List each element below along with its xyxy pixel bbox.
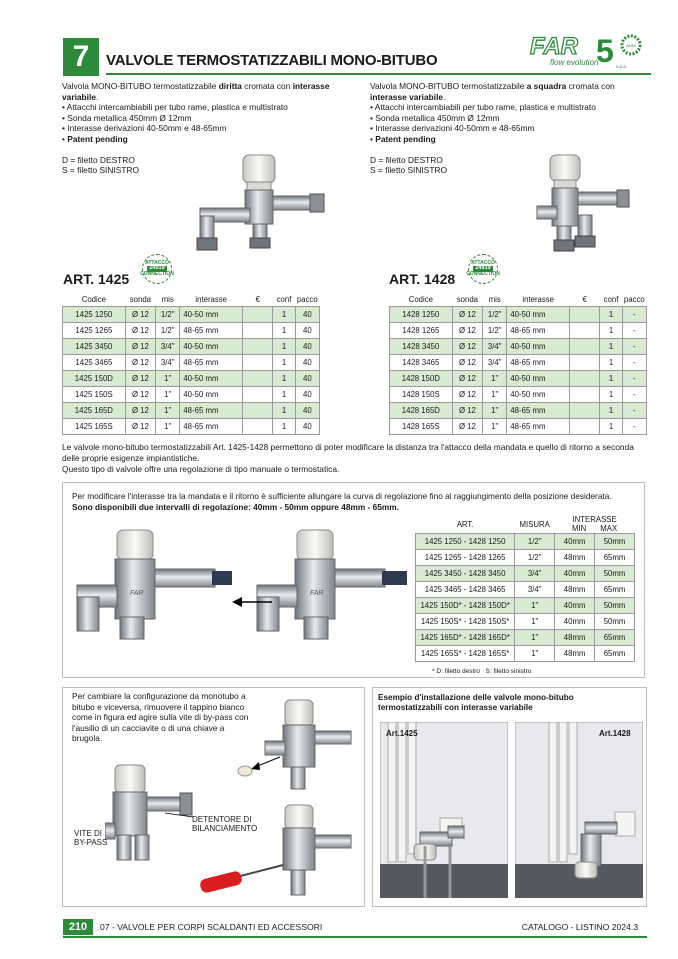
table-cell: 1425 165D	[63, 403, 126, 419]
table-cell	[243, 419, 273, 435]
table-cell: 1425 1250	[63, 307, 126, 323]
table-cell: 48-65 mm	[180, 355, 243, 371]
bullet: • Attacchi intercambiabili per tubo rame, plastica e multistrato	[62, 102, 352, 113]
table-cell: 1428 165S	[390, 419, 453, 435]
table-cell: 1	[273, 403, 295, 419]
table-row	[390, 419, 647, 435]
table-cell: -	[622, 371, 646, 387]
table-cell: 1	[600, 419, 622, 435]
table-cell: 50mm	[595, 534, 635, 550]
table-cell: 65mm	[595, 646, 635, 662]
table-cell: 1/2"	[156, 307, 180, 323]
connection-badge: ATTACCO 24x19 CONNECTION	[468, 254, 498, 284]
table-cell: Ø 12	[452, 387, 482, 403]
table-cell: 1425 150D	[63, 371, 126, 387]
table-row	[416, 614, 635, 630]
table-cell	[570, 371, 600, 387]
table-cell: 1425 150S	[63, 387, 126, 403]
table-cell: Ø 12	[452, 419, 482, 435]
table-cell: 40mm	[555, 614, 595, 630]
table-cell: 1	[273, 387, 295, 403]
s-note: S = filetto SINISTRO	[370, 165, 448, 176]
table-cell: 1425 1265 - 1428 1265	[416, 550, 515, 566]
table-row	[63, 323, 320, 339]
table-cell: 40-50 mm	[507, 371, 570, 387]
table-cell: 1	[600, 355, 622, 371]
table-cell: 1425 165S	[63, 419, 126, 435]
table-cell: 1425 150S* - 1428 150S*	[416, 614, 515, 630]
table-cell: 1"	[515, 598, 555, 614]
interasse-footnote: * D: filetto destro S: filetto sinistro	[432, 668, 532, 675]
table-cell: 3/4"	[156, 339, 180, 355]
table-cell: -	[622, 387, 646, 403]
table-header: Codice sonda mis interasse € conf pacco	[408, 295, 645, 304]
table-row	[63, 307, 320, 323]
table-cell: 1425 165S* - 1428 165S*	[416, 646, 515, 662]
table-cell: Ø 12	[452, 403, 482, 419]
table-cell: 40	[295, 387, 319, 403]
s-note: S = filetto SINISTRO	[62, 165, 140, 176]
install-image-1425	[380, 722, 508, 898]
install-label-1425: Art.1425	[386, 729, 418, 738]
table-header: Codice sonda mis interasse € conf pacco	[81, 295, 318, 304]
table-row	[63, 339, 320, 355]
table-cell: 48-65 mm	[507, 355, 570, 371]
table-cell: -	[622, 339, 646, 355]
connection-badge: ATTACCO 24x19 CONNECTION	[142, 254, 172, 284]
table-cell: 1/2"	[156, 323, 180, 339]
table-row	[63, 403, 320, 419]
install-image-1428	[515, 722, 643, 898]
table-cell: Ø 12	[125, 387, 155, 403]
table-cell: 1428 165D	[390, 403, 453, 419]
logo-tagline: flow evolution	[550, 58, 599, 67]
svg-text:FAR: FAR	[130, 590, 144, 597]
d-note: D = filetto DESTRO	[62, 154, 135, 165]
table-cell: 40mm	[555, 534, 595, 550]
table-cell: 3/4"	[483, 355, 507, 371]
valve-1428-image	[535, 150, 635, 255]
table-row	[390, 355, 647, 371]
table-cell: 65mm	[595, 582, 635, 598]
table-cell: 40	[295, 403, 319, 419]
table-cell: 1425 3465	[63, 355, 126, 371]
table-cell: 1/2"	[483, 323, 507, 339]
table-cell	[570, 307, 600, 323]
table-cell: 1	[600, 371, 622, 387]
valve-1425-image	[195, 150, 330, 255]
table-cell: 48-65 mm	[507, 419, 570, 435]
table-row	[390, 403, 647, 419]
table-cell: 1	[273, 323, 295, 339]
table-cell: 48mm	[555, 646, 595, 662]
table-cell: 40	[295, 355, 319, 371]
page-number: 210	[63, 919, 93, 935]
table-1428	[389, 293, 647, 435]
bullet: • Sonda metallica 450mm Ø 12mm	[370, 113, 650, 124]
table-cell	[570, 387, 600, 403]
table-cell: -	[622, 403, 646, 419]
table-cell	[243, 387, 273, 403]
table-cell: 40-50 mm	[180, 339, 243, 355]
table-cell	[570, 403, 600, 419]
title-rule	[106, 73, 651, 75]
bullet: • Sonda metallica 450mm Ø 12mm	[62, 113, 352, 124]
table-cell	[243, 339, 273, 355]
table-cell: 1"	[483, 403, 507, 419]
table-cell: Ø 12	[125, 419, 155, 435]
table-row	[390, 387, 647, 403]
table-row	[63, 419, 320, 435]
label-detentore: DETENTORE DI BILANCIAMENTO	[192, 815, 258, 833]
table-cell: 1	[600, 387, 622, 403]
table-cell: 1428 1265	[390, 323, 453, 339]
table-row	[390, 323, 647, 339]
table-cell: 1	[600, 339, 622, 355]
table-cell: 1	[273, 371, 295, 387]
table-cell: 1"	[515, 614, 555, 630]
table-cell: 40-50 mm	[507, 387, 570, 403]
table-cell: 1"	[156, 419, 180, 435]
table-cell: Ø 12	[452, 307, 482, 323]
table-row	[63, 371, 320, 387]
footer-section: 07 - VALVOLE PER CORPI SCALDANTI ED ACCESSORI	[100, 922, 323, 932]
table-cell: 50mm	[595, 566, 635, 582]
footer-rule	[63, 936, 647, 938]
bullet: • Interasse derivazioni 40-50mm e 48-65mm	[62, 123, 352, 134]
table-cell: 1/2"	[515, 550, 555, 566]
bullet: • Patent pending	[370, 134, 650, 145]
logo-ring-text: ANNI	[626, 43, 636, 48]
bullet: • Interasse derivazioni 40-50mm e 48-65mm	[370, 123, 650, 134]
d-note: D = filetto DESTRO	[370, 154, 443, 165]
table-cell: 40	[295, 419, 319, 435]
table-cell	[570, 419, 600, 435]
table-cell: 1425 1265	[63, 323, 126, 339]
table-cell: Ø 12	[125, 307, 155, 323]
regulation-note: Le valvole mono-bitubo termostatizzabili Art. 1425-1428 permettono di poter modificare la distanza tra l'attacco della mandata e quello di ritorno a seconda delle proprie esigenze impiantistiche. Questo tipo di valvole offre una regolazione di tipo manuale o termostatica.	[62, 442, 634, 474]
svg-text:FAR: FAR	[310, 590, 324, 597]
table-cell: 50mm	[595, 614, 635, 630]
table-cell: 40	[295, 339, 319, 355]
table-cell: 1"	[156, 403, 180, 419]
install-label-1428: Art.1428	[599, 729, 631, 738]
table-cell	[243, 371, 273, 387]
art-1425-title: ART. 1425	[63, 271, 130, 287]
table-cell: 1425 1250 - 1428 1250	[416, 534, 515, 550]
table-cell: 40mm	[555, 566, 595, 582]
table-cell: -	[622, 419, 646, 435]
table-cell	[243, 355, 273, 371]
table-cell: 1"	[483, 371, 507, 387]
label-vite-bypass: VITE DI BY-PASS	[74, 829, 108, 847]
bypass-illustration	[105, 695, 360, 905]
table-cell: 40-50 mm	[180, 371, 243, 387]
table-row	[416, 534, 635, 550]
art-1428-title: ART. 1428	[389, 271, 456, 287]
table-1425	[62, 293, 320, 435]
table-cell: 48mm	[555, 582, 595, 598]
table-cell: 40-50 mm	[180, 307, 243, 323]
table-cell: 1	[273, 307, 295, 323]
table-cell: 1	[273, 339, 295, 355]
interasse-text: Per modificare l'interasse tra la mandata e il ritorno è sufficiente allungare la curva di regolazione fino al raggiungimento della posizione desiderata. Sono disponibili due intervalli di regolazione: 40mm - 50mm oppure 48mm - 65mm.	[72, 491, 612, 512]
table-cell: Ø 12	[452, 355, 482, 371]
table-row	[416, 582, 635, 598]
table-cell: Ø 12	[125, 403, 155, 419]
table-cell: 48mm	[555, 550, 595, 566]
table-cell: 1425 150D* - 1428 150D*	[416, 598, 515, 614]
table-cell: Ø 12	[125, 323, 155, 339]
table-cell: 1	[600, 403, 622, 419]
table-cell	[243, 323, 273, 339]
table-cell: -	[622, 323, 646, 339]
table-cell: 1/2"	[483, 307, 507, 323]
table-cell: -	[622, 307, 646, 323]
table-cell: 3/4"	[515, 582, 555, 598]
table-cell	[243, 403, 273, 419]
table-cell	[570, 355, 600, 371]
footer-catalog: CATALOGO - LISTINO 2024.3	[521, 922, 638, 932]
table-cell: 48-65 mm	[507, 323, 570, 339]
table-cell: 1	[600, 307, 622, 323]
bypass-text: Per cambiare la configurazione da monotubo a bitubo e viceversa, rimuovere il tappino bianco come in figura ed agire sulla vite di by-pass con l'ausilio di un cacciavite o di una chiave a brugola.	[72, 691, 249, 744]
table-cell: 1	[273, 419, 295, 435]
table-cell: 48-65 mm	[180, 403, 243, 419]
table-cell: 1425 3465 - 1428 3465	[416, 582, 515, 598]
table-cell: 1425 3450	[63, 339, 126, 355]
table-cell	[570, 339, 600, 355]
table-cell: 48-65 mm	[507, 403, 570, 419]
table-cell	[243, 307, 273, 323]
table-cell: Ø 12	[452, 371, 482, 387]
table-row	[416, 566, 635, 582]
table-row	[416, 598, 635, 614]
table-cell: 1428 150S	[390, 387, 453, 403]
table-cell: -	[622, 355, 646, 371]
table-cell: Ø 12	[125, 355, 155, 371]
table-cell: 40-50 mm	[180, 387, 243, 403]
table-cell: Ø 12	[125, 339, 155, 355]
table-cell: 1"	[156, 371, 180, 387]
table-cell: 1425 3450 - 1428 3450	[416, 566, 515, 582]
table-cell: 40	[295, 307, 319, 323]
table-row	[63, 387, 320, 403]
table-cell: 40-50 mm	[507, 307, 570, 323]
table-row	[390, 307, 647, 323]
chapter-number: 7	[63, 38, 99, 76]
table-cell: 1	[600, 323, 622, 339]
desc-1425: Valvola MONO-BITUBO termostatizzabile diritta cromata con interasse variabile. • Attacchi intercambiabili per tubo rame, plastica e multistrato • Sonda metallica 450mm Ø 12mm • Interasse derivazioni 40-50mm e 48-65mm • Patent pending D = filetto DESTRO S = filetto SINISTRO	[62, 81, 352, 176]
table-row	[416, 550, 635, 566]
interasse-table: ART. MISURA INTERASSE MIN MAX 1425 1250 - 1428 1250 1/2" 40mm 50mm 1425 1265 - 1428 1265 1/2" 48mm 65mm 1425 3450 - 1428 3450 3/4" 40mm 50mm 1425 3465 - 1428 3465 3/4" 48mm 65mm 1425 150D* - 1428 150D* 1" 40mm 50mm 1425 150S* - 1428 150S* 1" 40mm 50mm 1425 165D* - 1428 165D* 1" 48mm 65mm 1425 165S* - 1428 165S* 1" 48mm 65mm	[415, 515, 635, 662]
bullet: • Patent pending	[62, 134, 352, 145]
table-cell: 65mm	[595, 630, 635, 646]
table-cell: 1"	[483, 419, 507, 435]
table-row	[390, 371, 647, 387]
table-cell: 40	[295, 323, 319, 339]
table-cell: 3/4"	[515, 566, 555, 582]
table-cell: 1425 165D* - 1428 165D*	[416, 630, 515, 646]
table-cell: 40-50 mm	[507, 339, 570, 355]
table-cell: 40mm	[555, 598, 595, 614]
table-cell: 3/4"	[483, 339, 507, 355]
table-cell: Ø 12	[452, 339, 482, 355]
table-cell: 1428 150D	[390, 371, 453, 387]
table-cell: 1428 1250	[390, 307, 453, 323]
logo-brand: FAR	[530, 33, 578, 60]
table-cell: 48mm	[555, 630, 595, 646]
table-cell: 1"	[515, 630, 555, 646]
bullet: • Attacchi intercambiabili per tubo rame, plastica e multistrato	[370, 102, 650, 113]
far-logo	[528, 28, 646, 70]
table-cell: 1428 3465	[390, 355, 453, 371]
table-cell: Ø 12	[452, 323, 482, 339]
table-row	[63, 355, 320, 371]
table-cell: 65mm	[595, 550, 635, 566]
table-cell: 1/2"	[515, 534, 555, 550]
install-title: Esempio d'installazione delle valvole mono-bitubo termostatizzabili con interasse variabile	[378, 693, 574, 712]
desc-1428: Valvola MONO-BITUBO termostatizzabile a squadra cromata con interasse variabile. • Attacchi intercambiabili per tubo rame, plastica e multistrato • Sonda metallica 450mm Ø 12mm • Interasse derivazioni 40-50mm e 48-65mm • Patent pending D = filetto DESTRO S = filetto SINISTRO	[370, 81, 650, 176]
table-cell: 1"	[156, 387, 180, 403]
table-cell: 48-65 mm	[180, 419, 243, 435]
table-cell: 40	[295, 371, 319, 387]
page-title: VALVOLE TERMOSTATIZZABILI MONO-BITUBO	[106, 52, 438, 69]
logo-number: 5	[596, 33, 614, 69]
table-cell: 50mm	[595, 598, 635, 614]
table-cell: 1428 3450	[390, 339, 453, 355]
table-row	[390, 339, 647, 355]
table-cell: 1	[273, 355, 295, 371]
logo-sub: s.p.a.	[616, 64, 628, 69]
table-cell: 48-65 mm	[180, 323, 243, 339]
table-row	[416, 646, 635, 662]
table-row	[416, 630, 635, 646]
table-cell: 1"	[483, 387, 507, 403]
interasse-illustration	[72, 525, 412, 645]
table-cell: 1"	[515, 646, 555, 662]
table-cell: 3/4"	[156, 355, 180, 371]
table-cell	[570, 323, 600, 339]
table-cell: Ø 12	[125, 371, 155, 387]
